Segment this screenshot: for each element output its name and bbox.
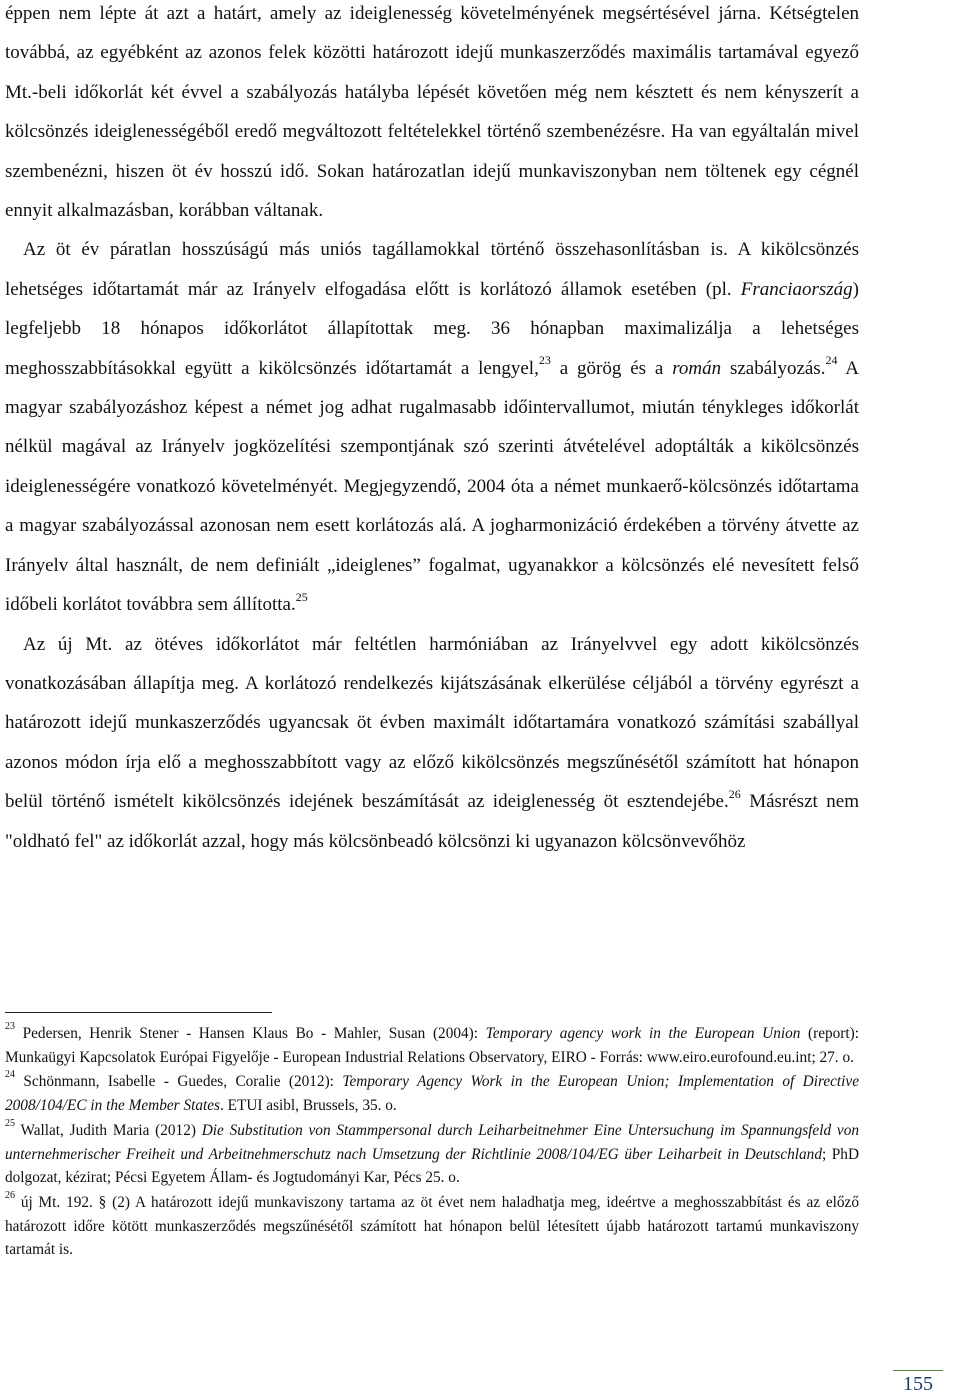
footnote-23 bbox=[5, 1022, 859, 1069]
footnote-text: ; PhD dolgozat, kézirat; Pécsi Egyetem Állam- és Jogtudományi Kar, Pécs 25. o. bbox=[5, 1145, 859, 1187]
footnote-text: Wallat, Judith Maria (2012) bbox=[15, 1121, 202, 1139]
footnote-text: Pedersen, Henrik Stener - Hansen Klaus Bo - Mahler, Susan (2004): bbox=[15, 1025, 486, 1042]
paragraph-1 bbox=[5, 0, 859, 230]
paragraph-3 bbox=[5, 625, 859, 861]
paragraph-text: Az öt év páratlan hosszúságú más uniós tagállamokkal történő összehasonlításban is. A kikölcsönzés lehetséges időtartamát már az Irányelv elfogadása előtt is korlátozó államok esetében (pl. bbox=[5, 239, 859, 300]
footnote-ref-25[interactable]: 25 bbox=[295, 589, 308, 604]
footnote-ref-24[interactable]: 24 bbox=[825, 353, 838, 368]
paragraph-text: Az új Mt. az ötéves időkorlátot már feltétlen harmóniában az Irányelvvel egy adott kikölcsönzés vonatkozásában állapítja meg. A korlátozó rendelkezés kijátszásának elkerülése céljából a törvény egyrészt a határozott idejű munkaszerződés ugyancsak öt évben maximált időtartamára vonatkozó számítási szabállyal azonos módon írja elő a meghosszabbított vagy az előző kikölcsönzés megszűnésétől számított hat hónapon belül történő ismételt kikölcsönzés idejének beszámítását az ideiglenesség öt esztendejébe. bbox=[5, 633, 859, 813]
footnotes bbox=[5, 1022, 859, 1263]
footnote-number: 25 bbox=[5, 1117, 15, 1129]
paragraph-text: éppen nem lépte át azt a határt, amely az ideiglenesség követelményének megsértésével járna. Kétségtelen továbbá, az egyébként az azonos felek közötti határozott idejű munkaszerződés maximális tartamával egyező Mt.-beli időkorlát két évvel a szabályozás hatályba lépését követően még nem késztett és nem kényszerít a kölcsönzés ideiglenességéből eredő megváltozott feltételekkel történő szembenézésre. Ha van egyáltalán mivel szembenézni, hiszen öt év hosszú idő. Sokan határozatlan idejű munkaviszonyban nem töltenek egy cégnél ennyit alkalmazásban, korábban váltanak. bbox=[5, 3, 859, 222]
paragraph-text: ) legfeljebb 18 hónapos időkorlátot állapítottak meg. 36 hónapban maximalizálja a lehetséges meghosszabbításokkal együtt a kikölcsönzés időtartamát a lengyel, bbox=[5, 278, 859, 379]
footnote-number: 24 bbox=[5, 1069, 15, 1081]
footnote-number: 26 bbox=[5, 1189, 15, 1201]
footnote-number: 23 bbox=[5, 1020, 15, 1032]
footnote-24 bbox=[5, 1070, 859, 1117]
paragraph-text: A magyar szabályozáshoz képest a német jog adhat rugalmasabb időintervallumot, miután ténykleges időkorlát nélkül magával az Irányelv jogközelítési szempontjának szó szerinti átvételével adoptálták a kikölcsönzés ideiglenességére vonatkozó követelményét. Megjegyzendő, 2004 óta a német munkaerő-kölcsönzés időtartama a magyar szabályozással azonosan nem esett korlátozás alá. A jogharmonizáció érdekében a törvény átvette az Irányelv által használt, de nem definiált „ideiglenes” fogalmat, ugyanakkor a kölcsönzés elé nevesített felső időbeli korlátot továbbra sem állította. bbox=[5, 357, 860, 616]
paragraph-text: szabályozás. bbox=[721, 357, 826, 379]
page-number-rule bbox=[893, 1370, 943, 1371]
page-number: 155 bbox=[903, 1373, 933, 1395]
footnote-title: Die Substitution von Stammpersonal durch Leiharbeitnehmer Eine Untersuchung im Spannungsfeld von unternehmerischer Freiheit und Arbeitnehmerschutz nach Umsetzung der Richtlinie 2008/104/EG über Leiharbeit in Deutschland bbox=[5, 1121, 859, 1163]
footnote-text: . ETUI asibl, Brussels, 35. o. bbox=[219, 1097, 397, 1115]
main-text bbox=[5, 0, 859, 861]
footnote-separator bbox=[5, 1012, 272, 1013]
footnote-text: új Mt. 192. § (2) A határozott idejű munkaviszony tartama az öt évet nem haladhatja meg, ideértve a meghosszabbítást és az előző határozott időre kötött munkaszerződés megszűnésétől számított hat hónapon belül létesített újabb határozott tartamú munkaviszony tartamát is. bbox=[5, 1193, 859, 1259]
paragraph-text: Másrészt nem "oldható fel" az időkorlát azzal, hogy más kölcsönbeadó kölcsönzi ki ugyanazon kölcsönvevőhöz bbox=[5, 791, 859, 852]
paragraph-2 bbox=[5, 230, 859, 624]
footnote-25 bbox=[5, 1119, 859, 1190]
footnote-title: Temporary agency work in the European Union bbox=[485, 1025, 801, 1042]
footnote-ref-23[interactable]: 23 bbox=[538, 353, 551, 368]
footnote-text: (report): Munkaügyi Kapcsolatok Európai Figyelője - European Industrial Relations Observatory, EIRO - Forrás: www.eiro.eurofound.eu.int; 27. o. bbox=[5, 1025, 859, 1066]
footnote-26 bbox=[5, 1191, 859, 1262]
footnote-title: Temporary Agency Work in the European Union; Implementation of Directive 2008/104/EC in the Member States bbox=[5, 1073, 860, 1115]
footnote-ref-26[interactable]: 26 bbox=[728, 786, 741, 801]
italic-term: Franciaország bbox=[740, 278, 853, 300]
paragraph-text: a görög és a bbox=[550, 357, 673, 379]
footnote-text: Schönmann, Isabelle - Guedes, Coralie (2012): bbox=[15, 1073, 343, 1091]
italic-term: román bbox=[672, 357, 722, 379]
